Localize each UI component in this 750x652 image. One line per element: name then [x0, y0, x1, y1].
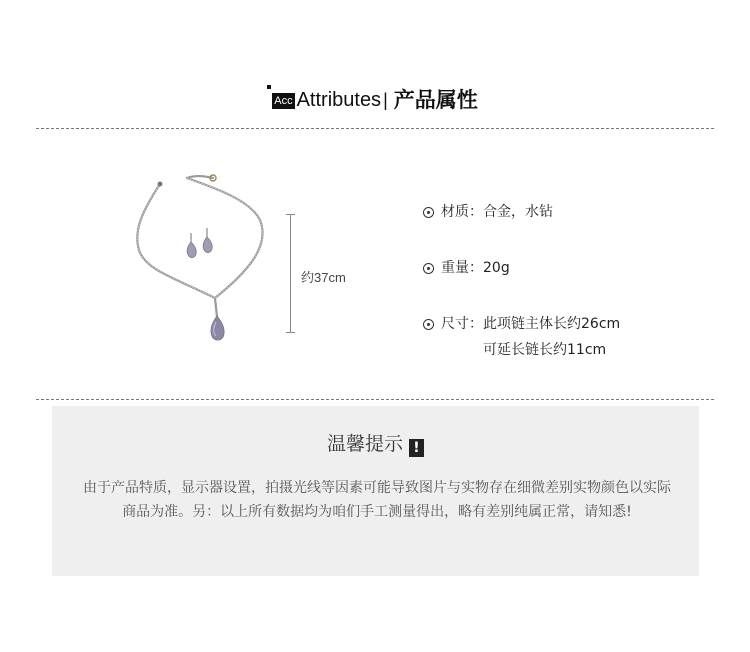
- spec-material: [423, 199, 553, 225]
- spec-label: 材质：: [441, 204, 483, 220]
- spec-size: [423, 311, 620, 363]
- measure-label: 约37cm: [301, 270, 346, 285]
- header-title-cn: 产品属性: [393, 88, 478, 112]
- notice-body: 由于产品特质，显示器设置，拍摄光线等因素可能导致图片与实物存在细微差别实物颜色以实际商品为准。另：以上所有数据均为咱们手工测量得出，略有差别纯属正常，请知悉!: [83, 480, 671, 520]
- spec-value: [483, 311, 620, 363]
- notice-box: [52, 406, 699, 576]
- spec-label: 重量：: [441, 260, 483, 276]
- spec-label: 尺寸：: [441, 316, 483, 332]
- header-title-en: Attributes: [296, 89, 382, 111]
- measure-line: [290, 214, 291, 332]
- top-divider: [36, 128, 714, 129]
- target-bullet-icon: [423, 263, 434, 274]
- target-bullet-icon: [423, 207, 434, 218]
- spec-value: 合金，水钻: [483, 204, 553, 220]
- header-inner: [272, 88, 478, 112]
- header-dot: [267, 85, 271, 89]
- header-separator: |: [383, 90, 388, 110]
- section-header: [0, 88, 750, 112]
- necklace-earrings-image: [125, 170, 275, 345]
- spec-value-line: 此项链主体长约26cm: [483, 316, 621, 332]
- measure-cap-bottom: [286, 332, 295, 333]
- target-bullet-icon: [423, 319, 434, 330]
- exclamation-icon: !: [409, 439, 424, 457]
- middle-divider: [36, 399, 714, 400]
- measure-cap-top: [286, 214, 295, 215]
- spec-weight: [423, 255, 510, 281]
- notice-title: 温馨提示: [326, 433, 403, 455]
- spec-value: 20g: [483, 260, 510, 276]
- spec-value-line: 可延长链长约11cm: [483, 342, 607, 358]
- header-badge: Acc: [274, 95, 293, 107]
- notice-title-row: [52, 430, 699, 458]
